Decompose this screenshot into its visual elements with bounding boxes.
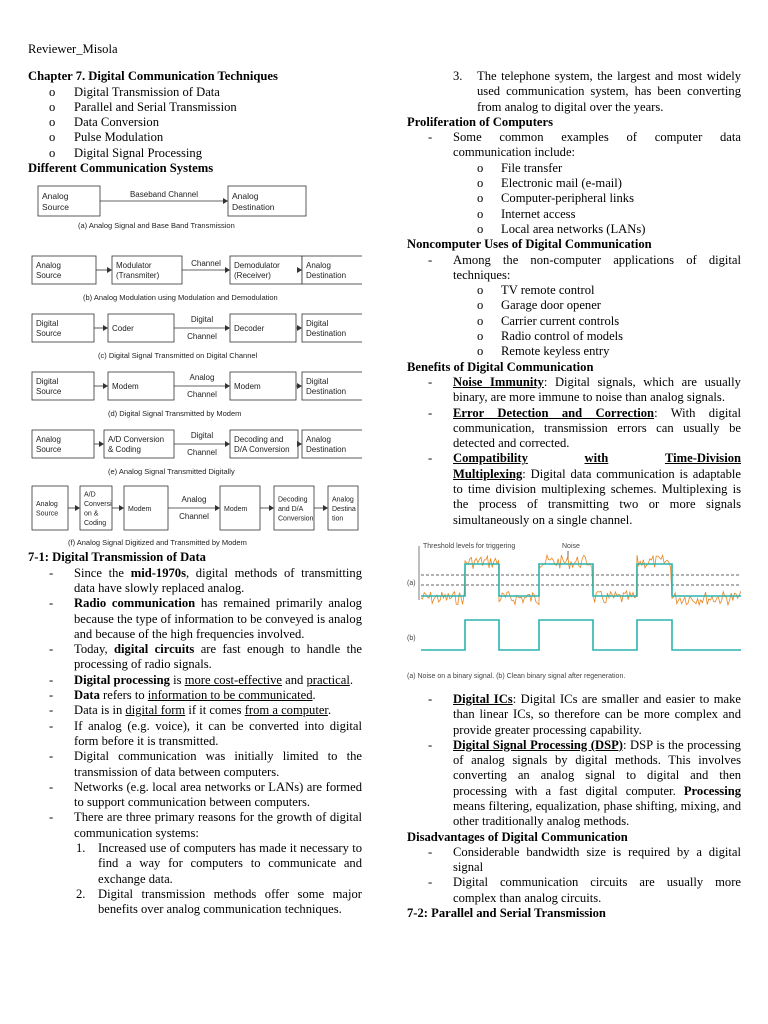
diagram-arrowhead: [225, 325, 230, 331]
ideal-signal-trace: [421, 564, 741, 596]
diagram-block-label: Destination: [306, 445, 347, 455]
diagram-block-label: Source: [36, 329, 62, 339]
list-item: - Noise Immunity: Digital signals, which are usually binary, are more immune to noise than analog signals.: [407, 375, 741, 406]
left-column: [28, 42, 362, 918]
diagram-arrowhead: [103, 325, 108, 331]
diagram-block-label: Coder: [112, 324, 134, 334]
diagram-channel-label: Channel: [187, 390, 217, 400]
diagram-arrowhead: [225, 267, 230, 273]
diagram-block-label: A/D Conversion: [108, 435, 165, 445]
document-header: Reviewer_Misola: [28, 42, 118, 56]
diagram-block-label: Destina: [332, 506, 356, 514]
list-item: o Carrier current controls: [407, 314, 741, 329]
diagram-caption: (e) Analog Signal Transmitted Digitally: [108, 467, 235, 477]
benefits-list-continued: [407, 692, 741, 830]
list-item: - Error Detection and Correction: With digital communication, transmission errors can usually be detected and corrected.: [407, 406, 741, 452]
list-item: o Garage door opener: [407, 298, 741, 313]
diagram-arrowhead: [99, 441, 104, 447]
chapter-title: Chapter 7. Digital Communication Techniques: [28, 69, 278, 84]
panel-b-label: (b): [407, 634, 416, 642]
list-item: - Some common examples of computer data communication include:: [407, 130, 741, 161]
diagram-block-label: Source: [36, 510, 59, 518]
diagram-caption: (b) Analog Modulation using Modulation and Demodulation: [83, 293, 278, 303]
diagram-block-label: Analog: [232, 191, 259, 202]
list-item: - Data refers to information to be communicated.: [28, 688, 362, 703]
diagram-arrowhead: [119, 505, 124, 511]
diagram-block-label: Digital: [306, 377, 329, 387]
threshold-label: Threshold levels for triggering: [423, 542, 516, 550]
section-title: 7-1: Digital Transmission of Data: [28, 550, 206, 565]
diagram-block-label: Decoding and: [234, 435, 284, 445]
diagram-block-label: Analog: [36, 501, 58, 509]
diagram-arrowhead: [297, 325, 302, 331]
list-item: - If analog (e.g. voice), it can be converted into digital form before it is transmitted.: [28, 719, 362, 750]
list-item: - Radio communication has remained primarily analog because the type of information to be conveyed is analog and because of the high frequencies involved.: [28, 596, 362, 642]
diagram-block-label: Conversion: [278, 515, 314, 523]
right-column: [407, 69, 741, 921]
diagram-block-label: & Coding: [108, 445, 141, 455]
list-item: o Computer-peripheral links: [407, 191, 741, 206]
diagram-block-label: Analog: [306, 435, 331, 445]
list-item: - Digital communication circuits are usually more complex than analog circuits.: [407, 875, 741, 906]
diagram-block-label: Analog: [332, 496, 354, 504]
diagram-block-label: Modem: [128, 506, 152, 514]
diagram-arrowhead: [215, 505, 220, 511]
list-item: o Pulse Modulation: [28, 130, 362, 145]
list-item: - Digital ICs: Digital ICs are smaller and easier to make than linear ICs, so therefore can be more complex and provide greater processing capability.: [407, 692, 741, 738]
figure-caption: (a) Noise on a binary signal. (b) Clean binary signal after regeneration.: [407, 672, 626, 680]
noisy-signal-trace: [421, 555, 741, 605]
diagram-caption: (a) Analog Signal and Base Band Transmission: [78, 221, 235, 231]
diagram-block-label: and D/A: [278, 506, 304, 514]
numbered-item: 2. Digital transmission methods offer some major benefits over analog communication techniques.: [76, 886, 362, 917]
diagram-block-label: Source: [36, 271, 62, 281]
list-item: - Since the mid-1970s, digital methods of transmitting data have slowly replaced analog.: [28, 566, 362, 597]
list-item: o Digital Signal Processing: [28, 146, 362, 161]
diagram-arrowhead: [297, 441, 302, 447]
diagram-block-label: Destination: [232, 202, 275, 213]
diagram-arrowhead: [223, 198, 228, 204]
diagram-channel-label: Channel: [187, 448, 217, 458]
list-item: o Parallel and Serial Transmission: [28, 100, 362, 115]
diagram-block-label: Modem: [112, 382, 139, 392]
diagram-block-label: Analog: [36, 261, 61, 271]
diagram-caption: (d) Digital Signal Transmitted by Modem: [108, 409, 242, 419]
diagram-block: [32, 486, 68, 530]
numbered-item: 1. Increased use of computers has made it necessary to find a way for computers to communicate and exchange data.: [76, 841, 362, 886]
list-item: o Data Conversion: [28, 115, 362, 130]
diagram-arrowhead: [297, 383, 302, 389]
communication-systems-diagram: [28, 180, 362, 550]
noise-signal-figure: [407, 540, 741, 686]
diagram-block-label: Modem: [234, 382, 261, 392]
diagram-block-label: Digital: [306, 319, 329, 329]
noise-label: Noise: [562, 542, 580, 550]
diagram-arrowhead: [225, 441, 230, 447]
diagram-arrowhead: [103, 383, 108, 389]
noncomputer-list: [407, 283, 741, 359]
diagram-block-label: Decoder: [234, 324, 265, 334]
list-item: o Remote keyless entry: [407, 344, 741, 359]
diagram-block-label: Source: [36, 387, 62, 397]
diagram-arrowhead: [269, 505, 274, 511]
section-bullets: [28, 566, 362, 841]
proliferation-heading: Proliferation of Computers: [407, 114, 553, 129]
diagram-block-label: Analog: [36, 435, 61, 445]
diagram-block-label: Digital: [36, 319, 59, 329]
diagram-arrowhead: [225, 383, 230, 389]
diagram-caption: (c) Digital Signal Transmitted on Digital Channel: [98, 351, 258, 361]
panel-a-label: (a): [407, 579, 416, 587]
regenerated-signal-trace: [421, 620, 741, 650]
list-item: o Internet access: [407, 207, 741, 222]
diagram-block-label: Coding: [84, 520, 107, 528]
diagram-arrowhead: [323, 505, 328, 511]
diagram-channel-label: Digital: [190, 431, 214, 441]
diagram-block-label: Analog: [42, 191, 69, 202]
disadvantages-heading: Disadvantages of Digital Communication: [407, 829, 628, 844]
diagram-block-label: Modulator: [116, 261, 152, 271]
diagram-channel-label: Channel: [191, 259, 221, 269]
list-item: - Today, digital circuits are fast enough to handle the processing of radio signals.: [28, 642, 362, 673]
diagram-block-label: Digital: [36, 377, 59, 387]
list-item: o Radio control of models: [407, 329, 741, 344]
diagram-block-label: Demodulator: [234, 261, 280, 271]
diagram-block-label: D/A Conversion: [234, 445, 290, 455]
list-item: o Electronic mail (e-mail): [407, 176, 741, 191]
noncomputer-heading: Noncomputer Uses of Digital Communication: [407, 237, 652, 252]
benefits-heading: Benefits of Digital Communication: [407, 359, 594, 374]
diagram-block-label: Source: [36, 445, 62, 455]
diagram-channel-label: Analog: [181, 495, 207, 505]
benefits-list: [407, 375, 741, 528]
disadvantages-list: [407, 845, 741, 906]
diagram-block-label: Destination: [306, 271, 347, 281]
diagram-block-label: on &: [84, 510, 99, 518]
list-item: - Digital processing is more cost-effective and practical.: [28, 673, 362, 688]
list-item: - Among the non-computer applications of digital techniques:: [407, 253, 741, 284]
list-item: - Digital communication was initially limited to the transmission of data between computers.: [28, 749, 362, 780]
diagram-channel-label: Digital: [190, 315, 214, 325]
list-item: - Networks (e.g. local area networks or LANs) are formed to support communication between computers.: [28, 780, 362, 811]
diagram-block-label: (Transmiter): [116, 271, 160, 281]
diagram-channel-label: Channel: [187, 332, 217, 342]
diagram-block-label: tion: [332, 515, 344, 523]
diagram-caption: (f) Analog Signal Digitized and Transmitted by Modem: [68, 538, 247, 548]
diagram-block-label: Destination: [306, 387, 347, 397]
list-item: - Considerable bandwidth size is required by a digital signal: [407, 845, 741, 876]
diagram-block-label: A/D: [84, 491, 96, 499]
next-section-title: 7-2: Parallel and Serial Transmission: [407, 906, 606, 921]
list-item: - There are three primary reasons for the growth of digital communication systems:: [28, 810, 362, 841]
diagram-channel-label: Analog: [189, 373, 215, 383]
systems-heading: Different Communication Systems: [28, 161, 214, 176]
diagram-channel-label: Baseband Channel: [129, 190, 199, 200]
diagram-channel-label: Channel: [179, 512, 209, 522]
diagram-arrowhead: [107, 267, 112, 273]
diagram-block-label: Decoding: [278, 496, 308, 504]
list-item: - Compatibility with Time-Division Multiplexing: Digital data communication is adaptable to time division multiplexing schemes. Multiplexing is the process of transmitting two or more signals simultaneously on a single channel.: [407, 451, 741, 527]
diagram-block-label: Analog: [306, 261, 331, 271]
diagram-block-label: Conversi: [84, 501, 112, 509]
diagram-block-label: Destination: [306, 329, 347, 339]
diagram-block-label: Source: [42, 202, 69, 213]
diagram-arrowhead: [75, 505, 80, 511]
chapter-topic-list: [28, 85, 362, 161]
list-item: - Digital Signal Processing (DSP): DSP is the processing of analog signals by digital methods. This involves converting an analog signal to digital and then processing with a fast digital computer. Processing means filtering, equalization, phase shifting, mixing, and other traditionally analog methods.: [407, 738, 741, 830]
diagram-block-label: (Receiver): [234, 271, 271, 281]
proliferation-list: [407, 161, 741, 237]
list-item: o Local area networks (LANs): [407, 222, 741, 237]
numbered-item: 3. The telephone system, the largest and most widely used communication system, has been converting from analog to digital over the years.: [453, 69, 741, 114]
diagram-block-label: Modem: [224, 506, 248, 514]
list-item: o Digital Transmission of Data: [28, 85, 362, 100]
list-item: o File transfer: [407, 161, 741, 176]
list-item: - Data is in digital form if it comes from a computer.: [28, 703, 362, 718]
list-item: o TV remote control: [407, 283, 741, 298]
